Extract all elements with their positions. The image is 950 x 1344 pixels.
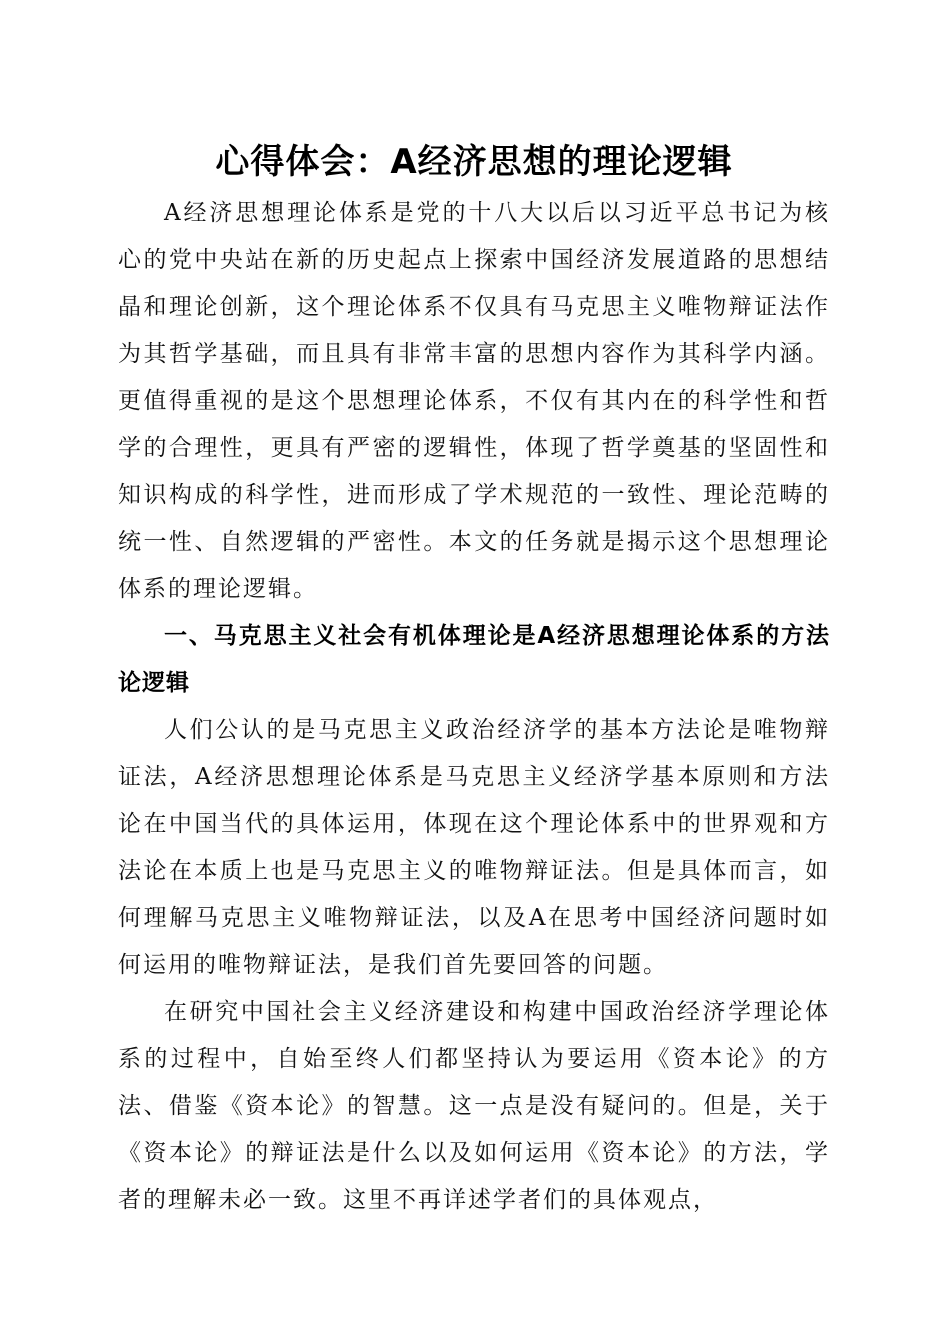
document-page	[118, 134, 830, 1224]
section-paragraph-2: 在研究中国社会主义经济建设和构建中国政治经济学理论体系的过程中，自始至终人们都坚持认为要运用《资本论》的方法、借鉴《资本论》的智慧。这一点是没有疑问的。但是，关于《资本论》的辩证法是什么以及如何运用《资本论》的方法，学者的理解未必一致。这里不再详述学者们的具体观点，	[118, 999, 830, 1213]
document-title: 心得体会：A经济思想的理论逻辑	[215, 142, 733, 182]
intro-paragraph: A经济思想理论体系是党的十八大以后以习近平总书记为核心的党中央站在新的历史起点上探索中国经济发展道路的思想结晶和理论创新，这个理论体系不仅具有马克思主义唯物辩证法作为其哲学基础，而且具有非常丰富的思想内容作为其科学内涵。更值得重视的是这个思想理论体系，不仅有其内在的科学性和哲学的合理性，更具有严密的逻辑性，体现了哲学奠基的坚固性和知识构成的科学性，进而形成了学术规范的一致性、理论范畴的统一性、自然逻辑的严密性。本文的任务就是揭示这个思想理论体系的理论逻辑。	[118, 200, 830, 602]
section-heading: 一、马克思主义社会有机体理论是A经济思想理论体系的方法论逻辑	[118, 623, 830, 696]
section-paragraph-1: 人们公认的是马克思主义政治经济学的基本方法论是唯物辩证法，A经济思想理论体系是马克思主义经济学基本原则和方法论在中国当代的具体运用，体现在这个理论体系中的世界观和方法论在本质上也是马克思主义的唯物辩证法。但是具体而言，如何理解马克思主义唯物辩证法，以及A在思考中国经济问题时如何运用的唯物辩证法，是我们首先要回答的问题。	[118, 717, 830, 978]
